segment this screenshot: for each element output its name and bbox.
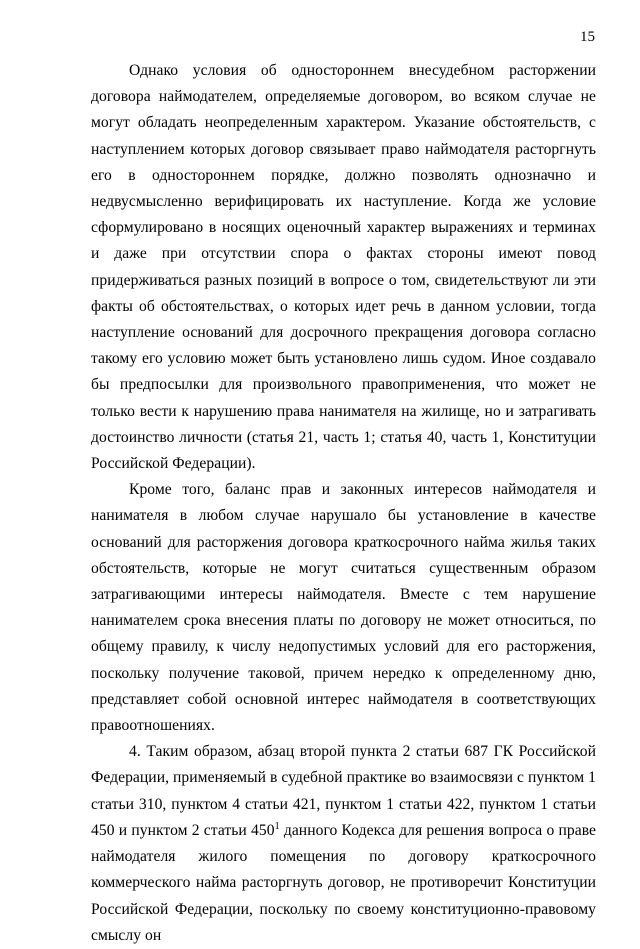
conclusion-text-after: данного Кодекса для решения вопроса о праве наймодателя жилого помещения по договору краткосрочного коммерческого найма расторгнуть договор, не противоречит Конституции Российской Федерации, поскольку по своему конституционно-правовому смыслу он bbox=[91, 821, 597, 944]
conclusion-text-before: 4. Таким образом, абзац второй пункта 2 статьи 687 ГК Российской Федерации, применяемый в судебной практике во взаимосвязи с пунктом 1 статьи 310, пунктом 4 статьи 421, пунктом 1 статьи 422, пунктом 1 статьи 450 и пунктом 2 статьи 450 bbox=[91, 743, 596, 839]
document-body bbox=[91, 58, 596, 949]
paragraph-balance-of-interests: Кроме того, баланс прав и законных интересов наймодателя и нанимателя в любом случае нарушало бы установление в качестве оснований для расторжения договора краткосрочного найма жилья таких обстоятельств, которые не могут считаться существенным образом затрагивающими интересы наймодателя. Вместе с тем нарушение нанимателем срока внесения платы по договору не может относиться, по общему правилу, к числу недопустимых условий для его расторжения, поскольку получение таковой, причем нередко к определенному дню, представляет собой основной интерес наймодателя в соответствующих правоотношениях. bbox=[91, 481, 596, 735]
page-number: 15 bbox=[580, 29, 595, 45]
paragraph-conclusion bbox=[91, 739, 596, 949]
article-superscript: 1 bbox=[274, 820, 280, 832]
paragraph-unilateral-termination: Однако условия об одностороннем внесудебном расторжении договора наймодателем, определяемые договором, во всяком случае не могут обладать неопределенным характером. Указание обстоятельств, с наступлением которых договор связывает право наймодателя расторгнуть его в одностороннем порядке, должно позволять однозначно и недвусмысленно верифицировать их наступление. Когда же условие сформулировано в носящих оценочный характер выражениях и терминах и даже при отсутствии спора о фактах стороны имеют повод придерживаться разных позиций в вопросе о том, свидетельствуют ли эти факты об обстоятельствах, о которых идет речь в данном условии, тогда наступление оснований для досрочного прекращения договора согласно такому его условию может быть установлено лишь судом. Иное создавало бы предпосылки для произвольного правоприменения, что может не только вести к нарушению права нанимателя на жилище, но и затрагивать достоинство личности (статья 21, часть 1; статья 40, часть 1, Конституции Российской Федерации). bbox=[91, 62, 596, 473]
